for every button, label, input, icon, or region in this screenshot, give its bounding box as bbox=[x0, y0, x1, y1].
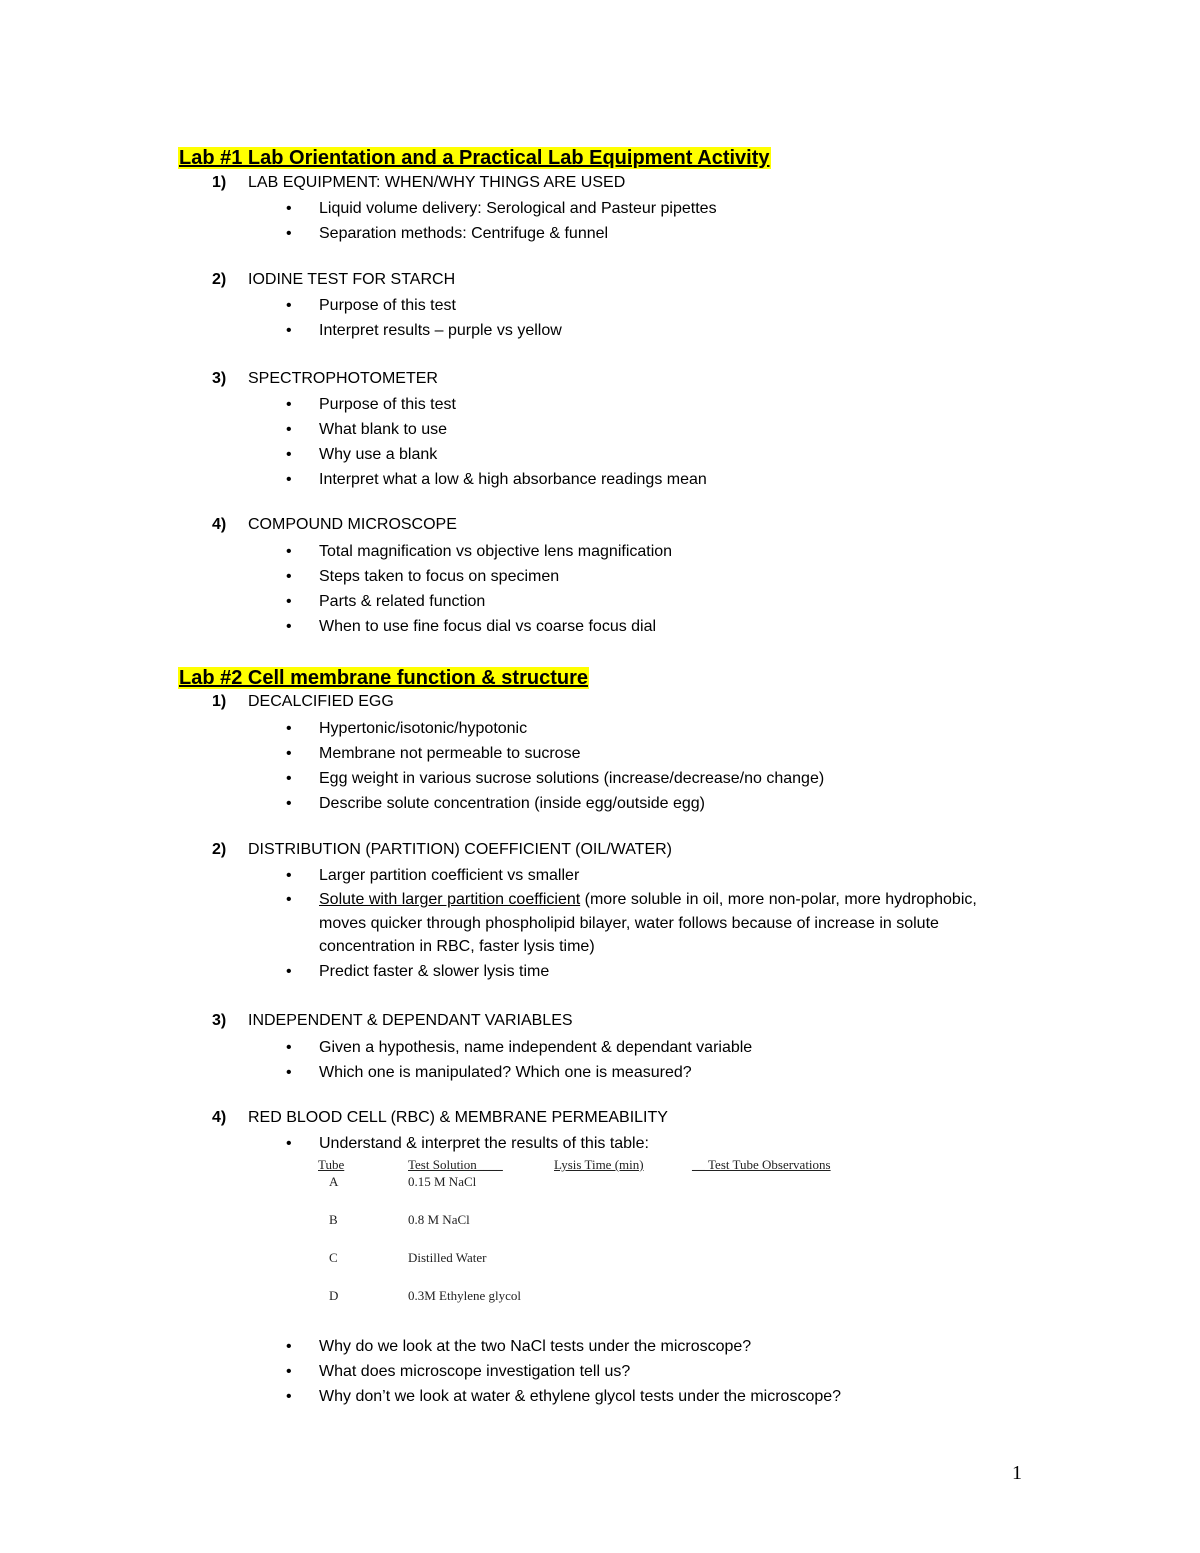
list-item: • Describe solute concentration (inside egg/outside egg) bbox=[286, 791, 1006, 816]
list-item: • Egg weight in various sucrose solutions (increase/decrease/no change) bbox=[286, 766, 1006, 791]
lysis-time-cell bbox=[554, 1174, 692, 1212]
list-item: • Why don’t we look at water & ethylene glycol tests under the microscope? bbox=[286, 1384, 1006, 1409]
lab1-section-1-title bbox=[212, 172, 625, 194]
lab2-section-4-followup-list bbox=[286, 1334, 1006, 1409]
tube-cell: A bbox=[329, 1174, 339, 1189]
list-item: • Membrane not permeable to sucrose bbox=[286, 741, 1006, 766]
list-item: • Separation methods: Centrifuge & funnel bbox=[286, 221, 1006, 246]
list-item: • Purpose of this test bbox=[286, 392, 1006, 417]
section-number: 4) bbox=[212, 516, 227, 533]
section-title-text: DISTRIBUTION (PARTITION) COEFFICIENT (OIL/WATER) bbox=[248, 841, 672, 858]
table-row bbox=[318, 1250, 852, 1288]
table-row bbox=[318, 1212, 852, 1250]
list-item: • Why use a blank bbox=[286, 442, 1006, 467]
lab2-section-3-list bbox=[286, 1035, 1006, 1085]
list-item: • Which one is manipulated? Which one is measured? bbox=[286, 1060, 1006, 1085]
table-header-row bbox=[318, 1156, 852, 1174]
observation-cell bbox=[692, 1174, 852, 1212]
list-item: • Hypertonic/isotonic/hypotonic bbox=[286, 716, 1006, 741]
page-number: 1 bbox=[1012, 1462, 1022, 1484]
lab2-section-2-list bbox=[286, 863, 1006, 984]
lab2-section-1-list bbox=[286, 716, 1006, 816]
lab1-section-4-title bbox=[212, 514, 457, 536]
explanation-text: (more soluble in oil, more non-polar, more hydrophobic, moves quicker through phospholipid bilayer, water follows because of increase in solute concentration in RBC, faster lysis time) bbox=[319, 891, 977, 955]
tube-cell: D bbox=[329, 1288, 339, 1303]
lab1-section-1-list bbox=[286, 196, 1006, 246]
lab1-section-3-title bbox=[212, 368, 438, 390]
column-header: Test Solution____ bbox=[408, 1157, 503, 1172]
section-number: 3) bbox=[212, 1012, 227, 1029]
column-header: Lysis Time (min) bbox=[554, 1157, 644, 1172]
tube-cell: B bbox=[329, 1212, 338, 1227]
list-item: • What blank to use bbox=[286, 417, 1006, 442]
lab1-section-3-list bbox=[286, 392, 1006, 492]
lab2-section-4-title bbox=[212, 1107, 668, 1129]
list-item: • When to use fine focus dial vs coarse focus dial bbox=[286, 614, 1006, 639]
lab1-heading-text: Lab #1 Lab Orientation and a Practical Lab Equipment Activity bbox=[179, 147, 770, 169]
observation-cell bbox=[692, 1212, 852, 1250]
solution-cell: 0.8 M NaCl bbox=[408, 1212, 470, 1227]
section-title-text: IODINE TEST FOR STARCH bbox=[248, 271, 456, 288]
section-title-text: COMPOUND MICROSCOPE bbox=[248, 516, 457, 533]
lysis-time-cell bbox=[554, 1288, 692, 1326]
section-number: 1) bbox=[212, 174, 227, 191]
solution-cell: Distilled Water bbox=[408, 1250, 487, 1265]
section-title-text: DECALCIFIED EGG bbox=[248, 693, 394, 710]
solution-cell: 0.3M Ethylene glycol bbox=[408, 1288, 522, 1303]
column-header: __ Test Tube Observations bbox=[692, 1157, 831, 1172]
column-header: Tube bbox=[318, 1157, 345, 1172]
list-item: • Purpose of this test bbox=[286, 293, 1006, 318]
underlined-phrase: Solute with larger partition coefficient bbox=[319, 891, 581, 908]
section-number: 3) bbox=[212, 370, 227, 387]
list-item: • Understand & interpret the results of this table: bbox=[286, 1131, 1006, 1156]
section-number: 4) bbox=[212, 1109, 227, 1126]
list-item: • What does microscope investigation tell us? bbox=[286, 1359, 1006, 1384]
list-item: • Larger partition coefficient vs smaller bbox=[286, 863, 1006, 888]
solution-cell: 0.15 M NaCl bbox=[408, 1174, 477, 1189]
list-item: • Given a hypothesis, name independent & dependant variable bbox=[286, 1035, 1006, 1060]
lysis-time-cell bbox=[554, 1212, 692, 1250]
lab2-section-1-title bbox=[212, 691, 394, 713]
section-title-text: RED BLOOD CELL (RBC) & MEMBRANE PERMEABILITY bbox=[248, 1109, 668, 1126]
section-title-text: SPECTROPHOTOMETER bbox=[248, 370, 438, 387]
list-item: • Steps taken to focus on specimen bbox=[286, 564, 1006, 589]
lab2-section-2-title bbox=[212, 839, 672, 861]
list-item: • Interpret results – purple vs yellow bbox=[286, 318, 1006, 343]
observation-cell bbox=[692, 1250, 852, 1288]
list-item: • Parts & related function bbox=[286, 589, 1006, 614]
tube-cell: C bbox=[329, 1250, 338, 1265]
list-item: • Predict faster & slower lysis time bbox=[286, 959, 1006, 984]
lab2-section-3-title bbox=[212, 1010, 573, 1032]
list-item: • Why do we look at the two NaCl tests under the microscope? bbox=[286, 1334, 1006, 1359]
table-row bbox=[318, 1288, 852, 1326]
section-title-text: LAB EQUIPMENT: WHEN/WHY THINGS ARE USED bbox=[248, 174, 626, 191]
lab2-heading-text: Lab #2 Cell membrane function & structure bbox=[179, 667, 588, 689]
list-item: • Liquid volume delivery: Serological and Pasteur pipettes bbox=[286, 196, 1006, 221]
lab2-heading bbox=[178, 666, 589, 690]
section-title-text: INDEPENDENT & DEPENDANT VARIABLES bbox=[248, 1012, 573, 1029]
list-item: • Interpret what a low & high absorbance readings mean bbox=[286, 467, 1006, 492]
section-number: 1) bbox=[212, 693, 227, 710]
section-number: 2) bbox=[212, 271, 227, 288]
section-number: 2) bbox=[212, 841, 227, 858]
lab1-section-4-list bbox=[286, 539, 1006, 639]
observation-cell bbox=[692, 1288, 852, 1326]
lab1-section-2-list bbox=[286, 293, 1006, 343]
lysis-time-cell bbox=[554, 1250, 692, 1288]
list-item: • Total magnification vs objective lens magnification bbox=[286, 539, 1006, 564]
table-row bbox=[318, 1174, 852, 1212]
list-item bbox=[286, 888, 1006, 959]
lab1-section-2-title bbox=[212, 269, 455, 291]
lab1-heading bbox=[178, 146, 771, 170]
lysis-results-table bbox=[318, 1156, 852, 1326]
lab2-section-4-list bbox=[286, 1131, 1006, 1156]
